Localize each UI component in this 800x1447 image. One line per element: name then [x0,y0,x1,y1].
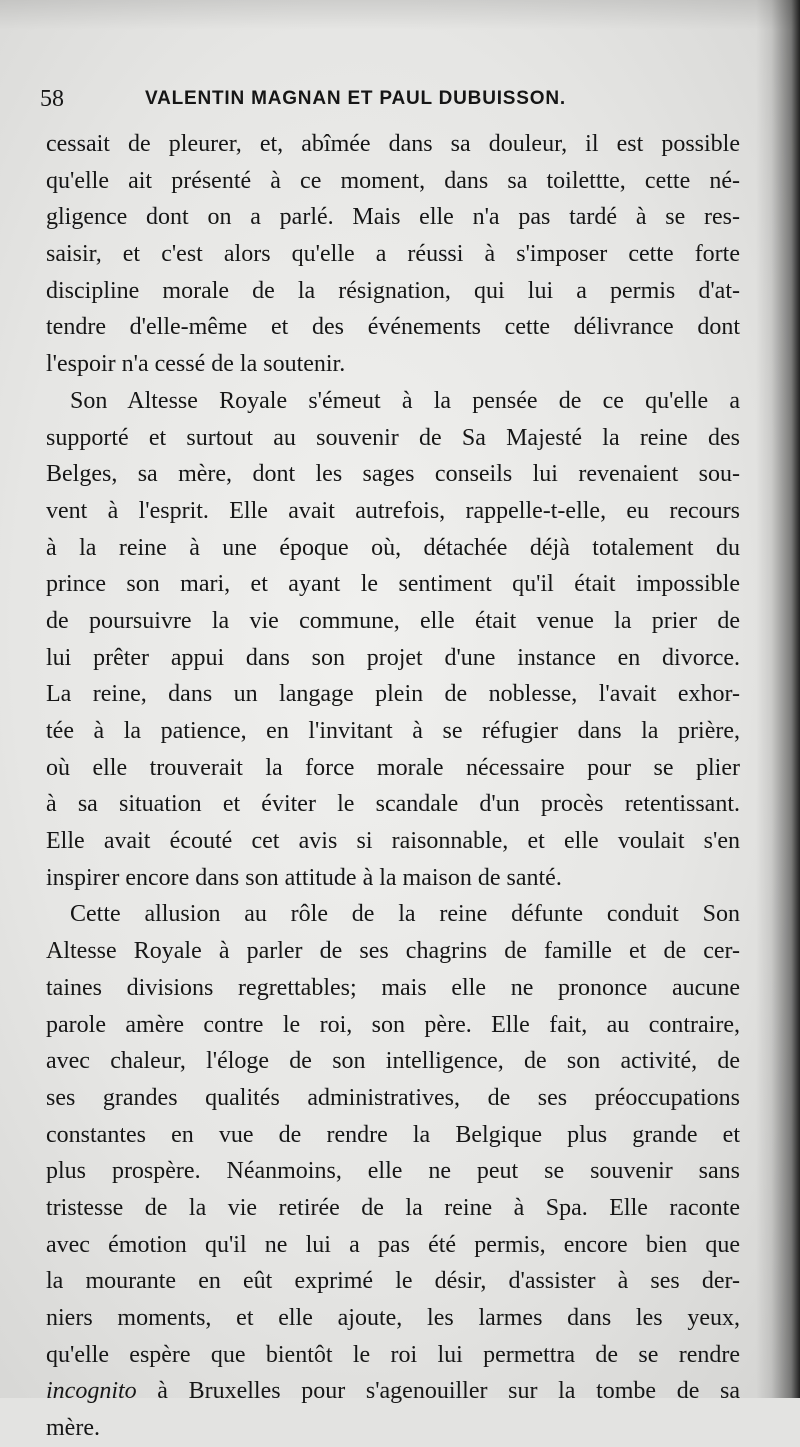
text-line: vent à l'esprit. Elle avait autrefois, rappelle-t-elle, eu recours [46,497,740,524]
page-top-shadow [0,0,800,30]
body-text [46,126,740,1447]
text-line: tée à la patience, en l'invitant à se réfugier dans la prière, [46,718,740,744]
text-line: qu'elle espère que bientôt le roi lui permettra de se rendre [46,1341,740,1368]
text-line: saisir, et c'est alors qu'elle a réussi à s'imposer cette forte [46,241,740,268]
text-line: avec émotion qu'il ne lui a pas été permis, encore bien que [46,1231,740,1258]
text-line: de poursuivre la vie commune, elle était venue la prier de [46,607,740,634]
text-line: où elle trouverait la force morale nécessaire pour se plier [46,754,740,781]
book-spine-shadow [756,0,800,1398]
text-line: prince son mari, et ayant le sentiment qu'il était impossible [46,571,740,598]
text-line: avec chaleur, l'éloge de son intelligence, de son activité, de [46,1048,740,1075]
text-line: tendre d'elle-même et des événements cette délivrance dont [46,314,740,341]
text-line: Elle avait écouté cet avis si raisonnable, et elle voulait s'en [46,828,740,855]
text-line: supporté et surtout au souvenir de Sa Majesté la reine des [46,424,740,451]
text-line: qu'elle ait présenté à ce moment, dans sa toilettte, cette né- [46,167,740,194]
text-line: La reine, dans un langage plein de noblesse, l'avait exhor- [46,681,740,708]
text-line: à la reine à une époque où, détachée déjà totalement du [46,534,740,561]
text-line: gligence dont on a parlé. Mais elle n'a pas tardé à se res- [46,204,740,231]
text-line: niers moments, et elle ajoute, les larmes dans les yeux, [46,1305,740,1331]
text-line: constantes en vue de rendre la Belgique plus grande et [46,1121,740,1148]
text-line: mère. [46,1415,100,1442]
text-line: ses grandes qualités administratives, de ses préoccupations [46,1084,740,1111]
text-line-with-emphasis [46,1373,740,1410]
text-line: à sa situation et éviter le scandale d'un procès retentissant. [46,791,740,818]
text-line: la mourante en eût exprimé le désir, d'assister à ses der- [46,1268,740,1295]
text-line: Altesse Royale à parler de ses chagrins de famille et de cer- [46,938,740,965]
emphasized-word: incognito [46,1378,137,1405]
page-header [40,86,730,118]
text-line: parole amère contre le roi, son père. Elle fait, au contraire, [46,1011,740,1038]
running-head: VALENTIN MAGNAN ET PAUL DUBUISSON. [145,88,566,109]
text-line: inspirer encore dans son attitude à la maison de santé. [46,864,562,891]
text-line: tristesse de la vie retirée de la reine à Spa. Elle raconte [46,1194,740,1221]
page-number: 58 [40,86,64,112]
text-line: Son Altesse Royale s'émeut à la pensée de ce qu'elle a [70,387,740,414]
text-line: Cette allusion au rôle de la reine défunte conduit Son [70,901,740,928]
text-line: lui prêter appui dans son projet d'une instance en divorce. [46,644,740,671]
text-line: taines divisions regrettables; mais elle ne prononce aucune [46,974,740,1001]
text-line: Belges, sa mère, dont les sages conseils lui revenaient sou- [46,461,740,488]
text-line: discipline morale de la résignation, qui lui a permis d'at- [46,277,740,304]
text-line-rest: à Bruxelles pour s'agenouiller sur la tombe de sa [136,1378,740,1405]
text-line: plus prospère. Néanmoins, elle ne peut se souvenir sans [46,1158,740,1185]
text-line: cessait de pleurer, et, abîmée dans sa douleur, il est possible [46,131,740,157]
text-line: l'espoir n'a cessé de la soutenir. [46,351,346,378]
